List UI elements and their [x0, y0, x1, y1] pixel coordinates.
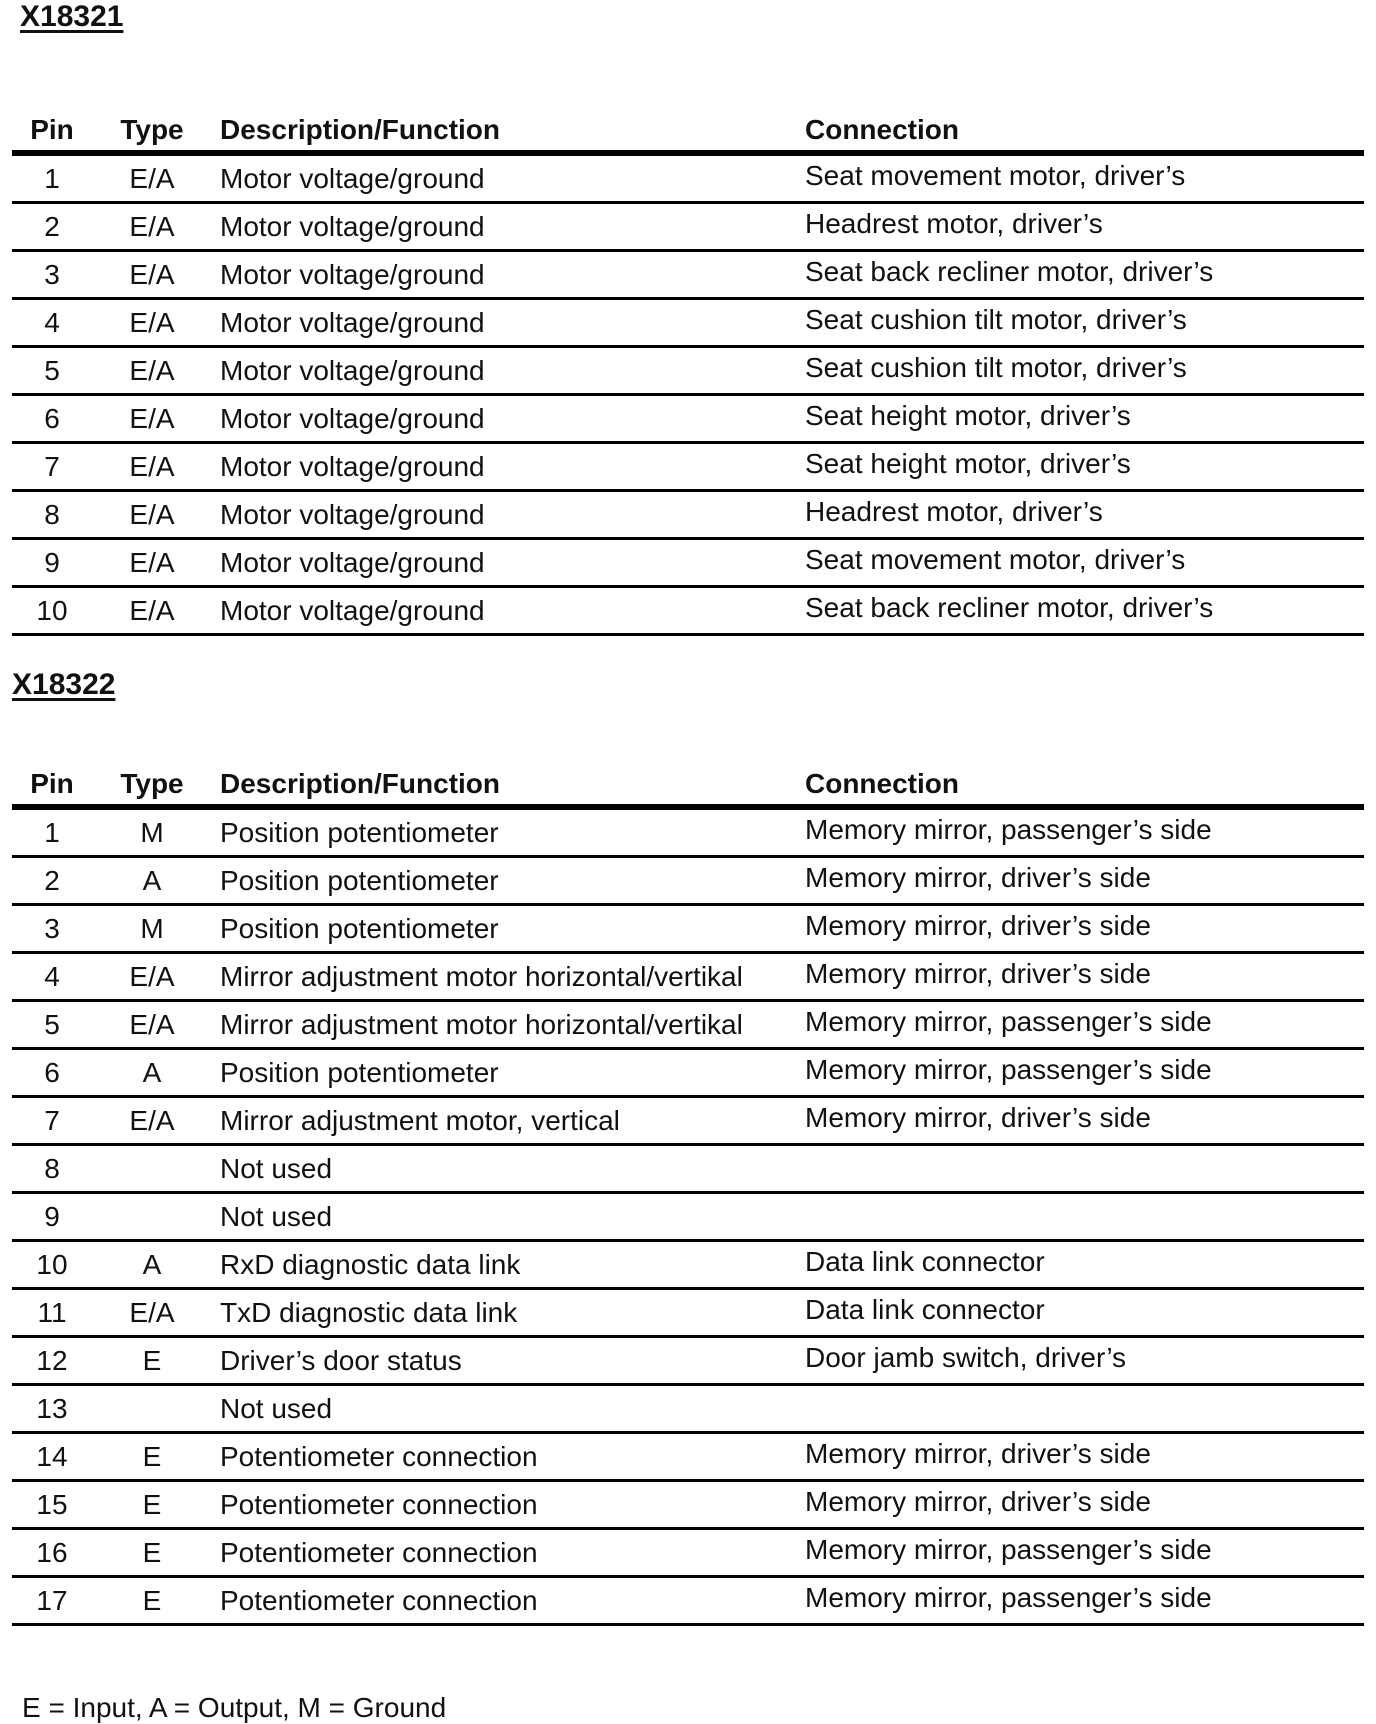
table-row [12, 1289, 1364, 1337]
column-header-connection: Connection [795, 96, 1364, 153]
cell-pin: 16 [12, 1529, 92, 1577]
cell-connection: Seat height motor, driver’s [795, 440, 1364, 488]
table-row [12, 1337, 1364, 1385]
cell-type: E/A [92, 395, 212, 443]
cell-description: Position potentiometer [212, 1049, 795, 1097]
connector-x18322-table [12, 750, 1364, 1626]
cell-connection: Seat cushion tilt motor, driver’s [795, 296, 1364, 344]
table-row [12, 1577, 1364, 1625]
table-row [12, 1433, 1364, 1481]
cell-type: E/A [92, 1001, 212, 1049]
cell-description: Motor voltage/ground [212, 443, 795, 491]
column-header-pin: Pin [12, 96, 92, 153]
cell-pin: 4 [12, 299, 92, 347]
table-row [12, 347, 1364, 395]
cell-type: E [92, 1577, 212, 1625]
cell-connection [795, 1382, 1364, 1430]
cell-pin: 7 [12, 1097, 92, 1145]
cell-description: Motor voltage/ground [212, 587, 795, 635]
cell-pin: 5 [12, 1001, 92, 1049]
cell-type: E/A [92, 347, 212, 395]
cell-pin: 10 [12, 587, 92, 635]
cell-connection [795, 1190, 1364, 1238]
cell-pin: 13 [12, 1385, 92, 1433]
cell-type: E [92, 1337, 212, 1385]
table-row [12, 1529, 1364, 1577]
cell-description: Potentiometer connection [212, 1433, 795, 1481]
table-row [12, 1097, 1364, 1145]
cell-connection: Memory mirror, driver’s side [795, 1478, 1364, 1526]
cell-description: Position potentiometer [212, 807, 795, 857]
cell-pin: 15 [12, 1481, 92, 1529]
cell-type: E/A [92, 953, 212, 1001]
cell-connection: Memory mirror, passenger’s side [795, 1574, 1364, 1622]
table-row [12, 395, 1364, 443]
table-row [12, 1481, 1364, 1529]
cell-connection: Seat movement motor, driver’s [795, 536, 1364, 584]
cell-type: E [92, 1433, 212, 1481]
cell-description: Not used [212, 1193, 795, 1241]
table-row [12, 491, 1364, 539]
cell-description: Not used [212, 1145, 795, 1193]
cell-type: E/A [92, 251, 212, 299]
connector-x18322-title: X18322 [12, 668, 116, 701]
table-row [12, 443, 1364, 491]
cell-connection: Seat movement motor, driver’s [795, 150, 1364, 200]
cell-connection: Headrest motor, driver’s [795, 488, 1364, 536]
cell-pin: 1 [12, 807, 92, 857]
cell-description: Driver’s door status [212, 1337, 795, 1385]
cell-connection: Data link connector [795, 1286, 1364, 1334]
table-row [12, 1241, 1364, 1289]
cell-description: Position potentiometer [212, 857, 795, 905]
cell-description: Potentiometer connection [212, 1481, 795, 1529]
cell-type: E/A [92, 153, 212, 203]
cell-type: E/A [92, 1289, 212, 1337]
cell-connection: Memory mirror, driver’s side [795, 1430, 1364, 1478]
connector-x18322-rows [12, 807, 1364, 1625]
table-row [12, 1145, 1364, 1193]
cell-pin: 10 [12, 1241, 92, 1289]
cell-type: E/A [92, 299, 212, 347]
cell-pin: 6 [12, 1049, 92, 1097]
cell-type: A [92, 1049, 212, 1097]
cell-description: TxD diagnostic data link [212, 1289, 795, 1337]
cell-pin: 8 [12, 1145, 92, 1193]
cell-connection: Memory mirror, passenger’s side [795, 998, 1364, 1046]
cell-type: E/A [92, 443, 212, 491]
column-header-type: Type [92, 750, 212, 807]
cell-pin: 2 [12, 857, 92, 905]
table-row [12, 203, 1364, 251]
table-row [12, 153, 1364, 203]
cell-connection: Seat back recliner motor, driver’s [795, 248, 1364, 296]
cell-connection: Memory mirror, passenger’s side [795, 804, 1364, 854]
cell-type [92, 1385, 212, 1433]
cell-connection: Seat back recliner motor, driver’s [795, 584, 1364, 632]
table-row [12, 1193, 1364, 1241]
cell-pin: 4 [12, 953, 92, 1001]
cell-pin: 7 [12, 443, 92, 491]
cell-type: A [92, 1241, 212, 1289]
cell-description: Motor voltage/ground [212, 539, 795, 587]
column-header-type: Type [92, 96, 212, 153]
cell-description: Motor voltage/ground [212, 395, 795, 443]
table-row [12, 1385, 1364, 1433]
cell-connection: Headrest motor, driver’s [795, 200, 1364, 248]
cell-description: Motor voltage/ground [212, 299, 795, 347]
cell-type: E/A [92, 587, 212, 635]
column-header-description: Description/Function [212, 750, 795, 807]
cell-pin: 11 [12, 1289, 92, 1337]
cell-type: E/A [92, 491, 212, 539]
cell-description: Motor voltage/ground [212, 203, 795, 251]
table-row [12, 539, 1364, 587]
cell-description: Not used [212, 1385, 795, 1433]
table-header-row [12, 96, 1364, 153]
cell-pin: 17 [12, 1577, 92, 1625]
cell-type: E [92, 1481, 212, 1529]
cell-type: E [92, 1529, 212, 1577]
cell-connection: Seat height motor, driver’s [795, 392, 1364, 440]
cell-type: M [92, 905, 212, 953]
cell-connection: Memory mirror, driver’s side [795, 854, 1364, 902]
cell-description: Motor voltage/ground [212, 251, 795, 299]
cell-pin: 2 [12, 203, 92, 251]
table-row [12, 807, 1364, 857]
table-header-row [12, 750, 1364, 807]
cell-connection: Memory mirror, passenger’s side [795, 1046, 1364, 1094]
cell-connection: Memory mirror, driver’s side [795, 950, 1364, 998]
connector-x18321-rows [12, 153, 1364, 635]
cell-description: Mirror adjustment motor horizontal/vertikal [212, 1001, 795, 1049]
cell-description: Mirror adjustment motor, vertical [212, 1097, 795, 1145]
cell-type [92, 1193, 212, 1241]
cell-pin: 1 [12, 153, 92, 203]
table-row [12, 905, 1364, 953]
cell-type: E/A [92, 539, 212, 587]
cell-type: E/A [92, 203, 212, 251]
cell-connection: Seat cushion tilt motor, driver’s [795, 344, 1364, 392]
cell-connection: Memory mirror, driver’s side [795, 902, 1364, 950]
cell-pin: 3 [12, 905, 92, 953]
column-header-description: Description/Function [212, 96, 795, 153]
cell-pin: 8 [12, 491, 92, 539]
cell-connection [795, 1142, 1364, 1190]
cell-description: Motor voltage/ground [212, 153, 795, 203]
cell-pin: 9 [12, 1193, 92, 1241]
cell-type: A [92, 857, 212, 905]
table-row [12, 299, 1364, 347]
cell-description: Potentiometer connection [212, 1529, 795, 1577]
cell-description: Mirror adjustment motor horizontal/vertikal [212, 953, 795, 1001]
cell-connection: Memory mirror, driver’s side [795, 1094, 1364, 1142]
table-row [12, 251, 1364, 299]
column-header-connection: Connection [795, 750, 1364, 807]
table-row [12, 953, 1364, 1001]
cell-pin: 14 [12, 1433, 92, 1481]
cell-type [92, 1145, 212, 1193]
cell-connection: Door jamb switch, driver’s [795, 1334, 1364, 1382]
cell-description: Position potentiometer [212, 905, 795, 953]
cell-pin: 3 [12, 251, 92, 299]
connector-x18321-table [12, 96, 1364, 636]
cell-connection: Memory mirror, passenger’s side [795, 1526, 1364, 1574]
cell-description: Motor voltage/ground [212, 347, 795, 395]
cell-type: E/A [92, 1097, 212, 1145]
cell-pin: 12 [12, 1337, 92, 1385]
type-legend: E = Input, A = Output, M = Ground [22, 1692, 447, 1723]
cell-type: M [92, 807, 212, 857]
connector-x18321-title: X18321 [20, 0, 124, 33]
cell-connection: Data link connector [795, 1238, 1364, 1286]
cell-description: Motor voltage/ground [212, 491, 795, 539]
cell-description: RxD diagnostic data link [212, 1241, 795, 1289]
table-row [12, 587, 1364, 635]
cell-pin: 5 [12, 347, 92, 395]
cell-pin: 6 [12, 395, 92, 443]
table-row [12, 857, 1364, 905]
column-header-pin: Pin [12, 750, 92, 807]
cell-description: Potentiometer connection [212, 1577, 795, 1625]
table-row [12, 1049, 1364, 1097]
table-row [12, 1001, 1364, 1049]
cell-pin: 9 [12, 539, 92, 587]
